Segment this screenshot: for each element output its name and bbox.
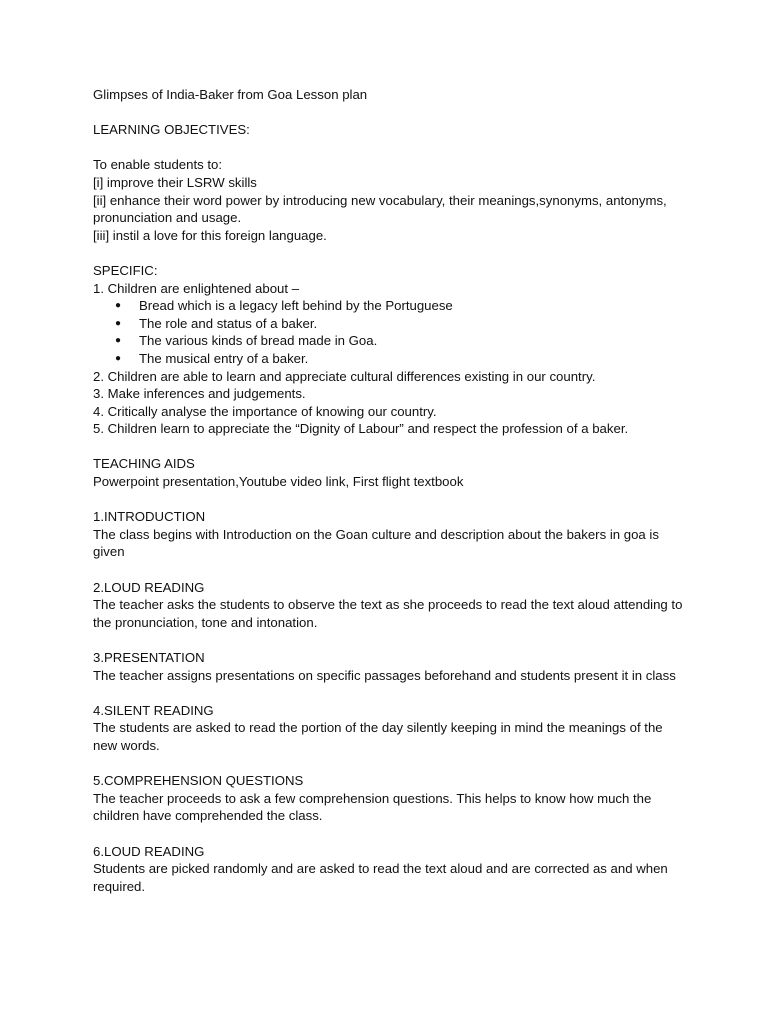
bullet-icon: ● <box>115 335 122 347</box>
spacer <box>93 561 683 579</box>
section-text: Students are picked randomly and are asked to read the text aloud and are corrected as and when required. <box>93 861 668 894</box>
spacer <box>93 491 683 509</box>
bullet-item <box>93 297 683 315</box>
bullet-list <box>93 297 683 367</box>
section-text: The students are asked to read the portion of the day silently keeping in mind the meanings of the new words. <box>93 720 663 753</box>
spacer <box>93 755 683 773</box>
section-heading: 4.SILENT READING <box>93 702 214 718</box>
objective-item: [i] improve their LSRW skills <box>93 174 257 190</box>
bullet-text: The musical entry of a baker. <box>139 350 309 366</box>
section-heading: 2.LOUD READING <box>93 579 205 595</box>
bullet-icon: ● <box>115 317 122 329</box>
specific-item: 1. Children are enlightened about – <box>93 280 300 296</box>
spacer <box>93 104 683 122</box>
section-heading: 6.LOUD READING <box>93 843 205 859</box>
document-title: Glimpses of India-Baker from Goa Lesson plan <box>93 87 368 102</box>
section-text: The teacher assigns presentations on specific passages beforehand and students present it in class <box>93 667 676 683</box>
section-text: The teacher proceeds to ask a few comprehension questions. This helps to know how much the children have comprehended the class. <box>93 790 652 824</box>
specific-item: 4. Critically analyse the importance of knowing our country. <box>93 403 437 419</box>
teaching-aids-heading: TEACHING AIDS <box>93 456 195 472</box>
objective-item: [iii] instil a love for this foreign language. <box>93 227 327 243</box>
bullet-item <box>93 332 683 350</box>
section-heading: 5.COMPREHENSION QUESTIONS <box>93 773 304 789</box>
bullet-text: The role and status of a baker. <box>139 315 318 331</box>
spacer <box>93 631 683 649</box>
spacer <box>93 438 683 456</box>
learning-objectives-heading: LEARNING OBJECTIVES: <box>93 122 250 138</box>
objective-item: [ii] enhance their word power by introducing new vocabulary, their meanings,synonyms, antonyms, pronunciation and usage. <box>93 192 667 226</box>
specific-item: 3. Make inferences and judgements. <box>93 386 306 402</box>
spacer <box>93 684 683 702</box>
spacer <box>93 244 683 262</box>
section-text: The class begins with Introduction on the Goan culture and description about the bakers in goa is given <box>93 526 659 560</box>
specific-heading: SPECIFIC: <box>93 262 158 278</box>
bullet-icon: ● <box>115 300 122 312</box>
specific-item: 5. Children learn to appreciate the “Dignity of Labour” and respect the profession of a baker. <box>93 421 629 437</box>
section-heading: 3.PRESENTATION <box>93 650 205 665</box>
bullet-item <box>93 315 683 333</box>
document-page <box>93 86 683 895</box>
objectives-intro: To enable students to: <box>93 157 223 173</box>
spacer <box>93 825 683 843</box>
specific-item: 2. Children are able to learn and appreciate cultural differences existing in our country. <box>93 368 596 384</box>
teaching-aids-text: Powerpoint presentation,Youtube video link, First flight textbook <box>93 474 464 490</box>
section-heading: 1.INTRODUCTION <box>93 509 206 525</box>
bullet-text: The various kinds of bread made in Goa. <box>139 333 378 349</box>
section-text: The teacher asks the students to observe the text as she proceeds to read the text aloud attending to the pronunciation, tone and intonation. <box>93 597 683 630</box>
bullet-item <box>93 350 683 368</box>
bullet-icon: ● <box>115 352 122 364</box>
bullet-text: Bread which is a legacy left behind by the Portuguese <box>139 298 453 314</box>
spacer <box>93 139 683 157</box>
